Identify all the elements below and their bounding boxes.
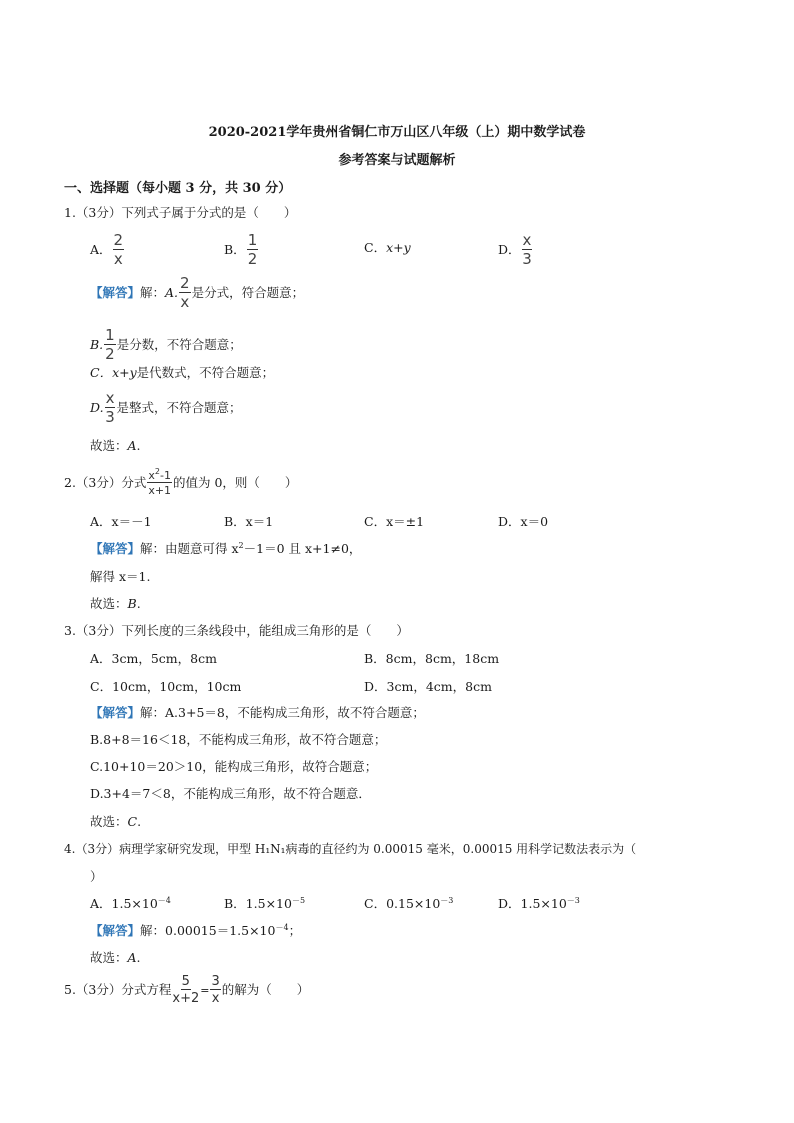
answer-tag: 【解答】 bbox=[90, 705, 141, 720]
q4-solution bbox=[90, 925, 301, 938]
conclusion-letter: A bbox=[127, 438, 137, 453]
option-text: D．1.5×10 bbox=[498, 896, 567, 911]
numerator: 2 bbox=[180, 274, 190, 292]
section-heading: 一、选择题（每小题 3 分，共 30 分） bbox=[64, 181, 292, 196]
conclusion-prefix: 故选： bbox=[90, 814, 128, 829]
document-title: 2020-2021学年贵州省铜仁市万山区八年级（上）期中数学试卷 bbox=[208, 125, 586, 140]
solution-text: －1＝0 且 x+1≠0， bbox=[243, 541, 362, 556]
denominator: 3 bbox=[105, 408, 115, 426]
exponent: －4 bbox=[157, 896, 171, 905]
fraction bbox=[522, 233, 533, 267]
denominator: 2 bbox=[247, 250, 258, 268]
q1-conclusion bbox=[90, 440, 141, 453]
numerator: 3 bbox=[211, 974, 220, 989]
numerator bbox=[147, 467, 172, 483]
q1-solution-c bbox=[90, 367, 274, 380]
denominator: x+1 bbox=[148, 484, 172, 497]
exponent: －3 bbox=[440, 896, 454, 905]
answer-tag: 【解答】 bbox=[90, 541, 141, 556]
numerator: x bbox=[105, 389, 115, 407]
q3-solution-line2: B.8+8＝16＜18，不能构成三角形，故不符合题意； bbox=[90, 732, 387, 747]
q3-stem: 3.（3分）下列长度的三条线段中，能组成三角形的是（ ） bbox=[64, 623, 409, 638]
conclusion-suffix: . bbox=[136, 950, 141, 965]
solution-label: A. bbox=[165, 284, 179, 300]
numerator: 2 bbox=[113, 231, 124, 249]
conclusion-prefix: 故选： bbox=[90, 596, 128, 611]
solution-text: ； bbox=[288, 923, 302, 938]
expression: x+y bbox=[386, 240, 411, 255]
fraction bbox=[105, 391, 116, 425]
q1-option-a bbox=[90, 233, 125, 267]
q1-stem: 1.（3分）下列式子属于分式的是（ ） bbox=[64, 205, 297, 220]
option-label: A． bbox=[90, 241, 112, 257]
fraction bbox=[147, 467, 172, 497]
solution-label: C． bbox=[90, 365, 113, 380]
option-label: C． bbox=[364, 240, 387, 255]
numerator-rest: -1 bbox=[160, 469, 171, 482]
conclusion-suffix: . bbox=[136, 438, 141, 453]
conclusion-suffix: . bbox=[136, 596, 141, 611]
fraction bbox=[247, 233, 259, 267]
option-label: B． bbox=[224, 241, 246, 257]
option-text: B．1.5×10 bbox=[224, 896, 292, 911]
fraction bbox=[179, 276, 191, 310]
conclusion-letter: B bbox=[127, 596, 137, 611]
q2-option-d: D．x＝0 bbox=[498, 514, 549, 529]
conclusion-letter: C bbox=[127, 814, 138, 829]
q3-option-a: A．3cm，5cm，8cm bbox=[90, 651, 217, 666]
q1-solution-d bbox=[90, 391, 241, 425]
fraction bbox=[210, 975, 220, 1005]
denominator: 3 bbox=[522, 250, 532, 268]
denominator: x bbox=[211, 991, 220, 1006]
q4-conclusion bbox=[90, 952, 141, 965]
q1-option-d bbox=[498, 233, 533, 267]
denominator: 2 bbox=[105, 345, 115, 363]
q4-option-c bbox=[364, 898, 453, 911]
q3-option-b: B．8cm，8cm，18cm bbox=[364, 651, 500, 666]
q4-option-d bbox=[498, 898, 580, 911]
answer-tag: 【解答】 bbox=[90, 923, 141, 938]
equals-sign: = bbox=[200, 983, 210, 997]
denominator: x bbox=[113, 250, 123, 268]
exponent: －4 bbox=[275, 923, 289, 932]
solution-text: 解：0.00015＝1.5×10 bbox=[140, 923, 276, 938]
stem-prefix: 5.（3分）分式方程 bbox=[64, 981, 172, 997]
q3-solution-line4: D.3+4＝7＜8，不能构成三角形，故不符合题意． bbox=[90, 786, 371, 801]
denominator: x bbox=[180, 293, 190, 311]
q1-solution-a bbox=[90, 276, 304, 310]
option-text: A．1.5×10 bbox=[90, 896, 158, 911]
denominator: x+2 bbox=[172, 991, 200, 1006]
exponent: －3 bbox=[566, 896, 580, 905]
q3-solution-line1 bbox=[90, 707, 425, 720]
solution-text: 是分式，符合题意； bbox=[191, 284, 305, 300]
fraction bbox=[104, 328, 116, 362]
q2-solution-line1 bbox=[90, 543, 361, 556]
stem-suffix: 的值为 0，则（ ） bbox=[172, 474, 298, 490]
conclusion-prefix: 故选： bbox=[90, 438, 128, 453]
exponent: 2 bbox=[154, 467, 160, 476]
q3-conclusion bbox=[90, 816, 141, 829]
solution-text: 解：由题意可得 x bbox=[140, 541, 239, 556]
q2-conclusion bbox=[90, 598, 141, 611]
solution-label: D. bbox=[90, 399, 104, 415]
conclusion-prefix: 故选： bbox=[90, 950, 128, 965]
q2-solution-line2: 解得 x＝1. bbox=[90, 569, 151, 584]
q3-solution-line3: C.10+10＝20＞10，能构成三角形，故符合题意； bbox=[90, 759, 378, 774]
solution-text: 是整式，不符合题意； bbox=[116, 399, 242, 415]
numerator-base: x bbox=[148, 469, 155, 482]
q2-option-a: A．x＝－1 bbox=[90, 514, 152, 529]
numerator: 1 bbox=[247, 231, 258, 249]
conclusion-suffix: . bbox=[137, 814, 142, 829]
q4-option-b bbox=[224, 898, 305, 911]
expression: x+y bbox=[112, 365, 137, 380]
exponent: 2 bbox=[238, 541, 244, 550]
q2-option-b: B．x＝1 bbox=[224, 514, 274, 529]
fraction bbox=[172, 975, 199, 1005]
solution-intro: 解： bbox=[140, 284, 166, 300]
q1-solution-b bbox=[90, 328, 242, 362]
conclusion-letter: A bbox=[127, 950, 137, 965]
document-subtitle: 参考答案与试题解析 bbox=[338, 153, 456, 168]
exponent: －5 bbox=[291, 896, 306, 905]
fraction bbox=[113, 233, 125, 267]
q4-stem-line1: 4.（3分）病理学家研究发现，甲型 H₁N₁病毒的直径约为 0.00015 毫米，0.00015 用科学记数法表示为（ bbox=[64, 842, 637, 856]
q3-option-d: D．3cm，4cm，8cm bbox=[364, 679, 492, 694]
q4-stem-line2: ） bbox=[90, 869, 103, 884]
solution-label: B. bbox=[90, 336, 104, 352]
numerator: 1 bbox=[105, 326, 115, 344]
solution-text: 是分数，不符合题意； bbox=[116, 336, 242, 352]
q2-option-c: C．x＝±1 bbox=[364, 514, 425, 529]
q1-option-b bbox=[224, 233, 259, 267]
solution-text: 是代数式，不符合题意； bbox=[136, 365, 275, 380]
stem-prefix: 2.（3分）分式 bbox=[64, 474, 147, 490]
option-text: C．0.15×10 bbox=[364, 896, 441, 911]
q4-option-a bbox=[90, 898, 171, 911]
q2-stem bbox=[64, 467, 298, 497]
stem-suffix: 的解为（ ） bbox=[221, 981, 310, 997]
numerator: 5 bbox=[181, 974, 190, 989]
q1-option-c bbox=[364, 242, 411, 255]
solution-text: 解：A.3+5＝8，不能构成三角形，故不符合题意； bbox=[140, 705, 425, 720]
q3-option-c: C．10cm，10cm，10cm bbox=[90, 679, 242, 694]
option-label: D． bbox=[498, 241, 521, 257]
answer-tag: 【解答】 bbox=[90, 284, 141, 300]
numerator: x bbox=[522, 231, 532, 249]
q5-stem bbox=[64, 975, 309, 1005]
